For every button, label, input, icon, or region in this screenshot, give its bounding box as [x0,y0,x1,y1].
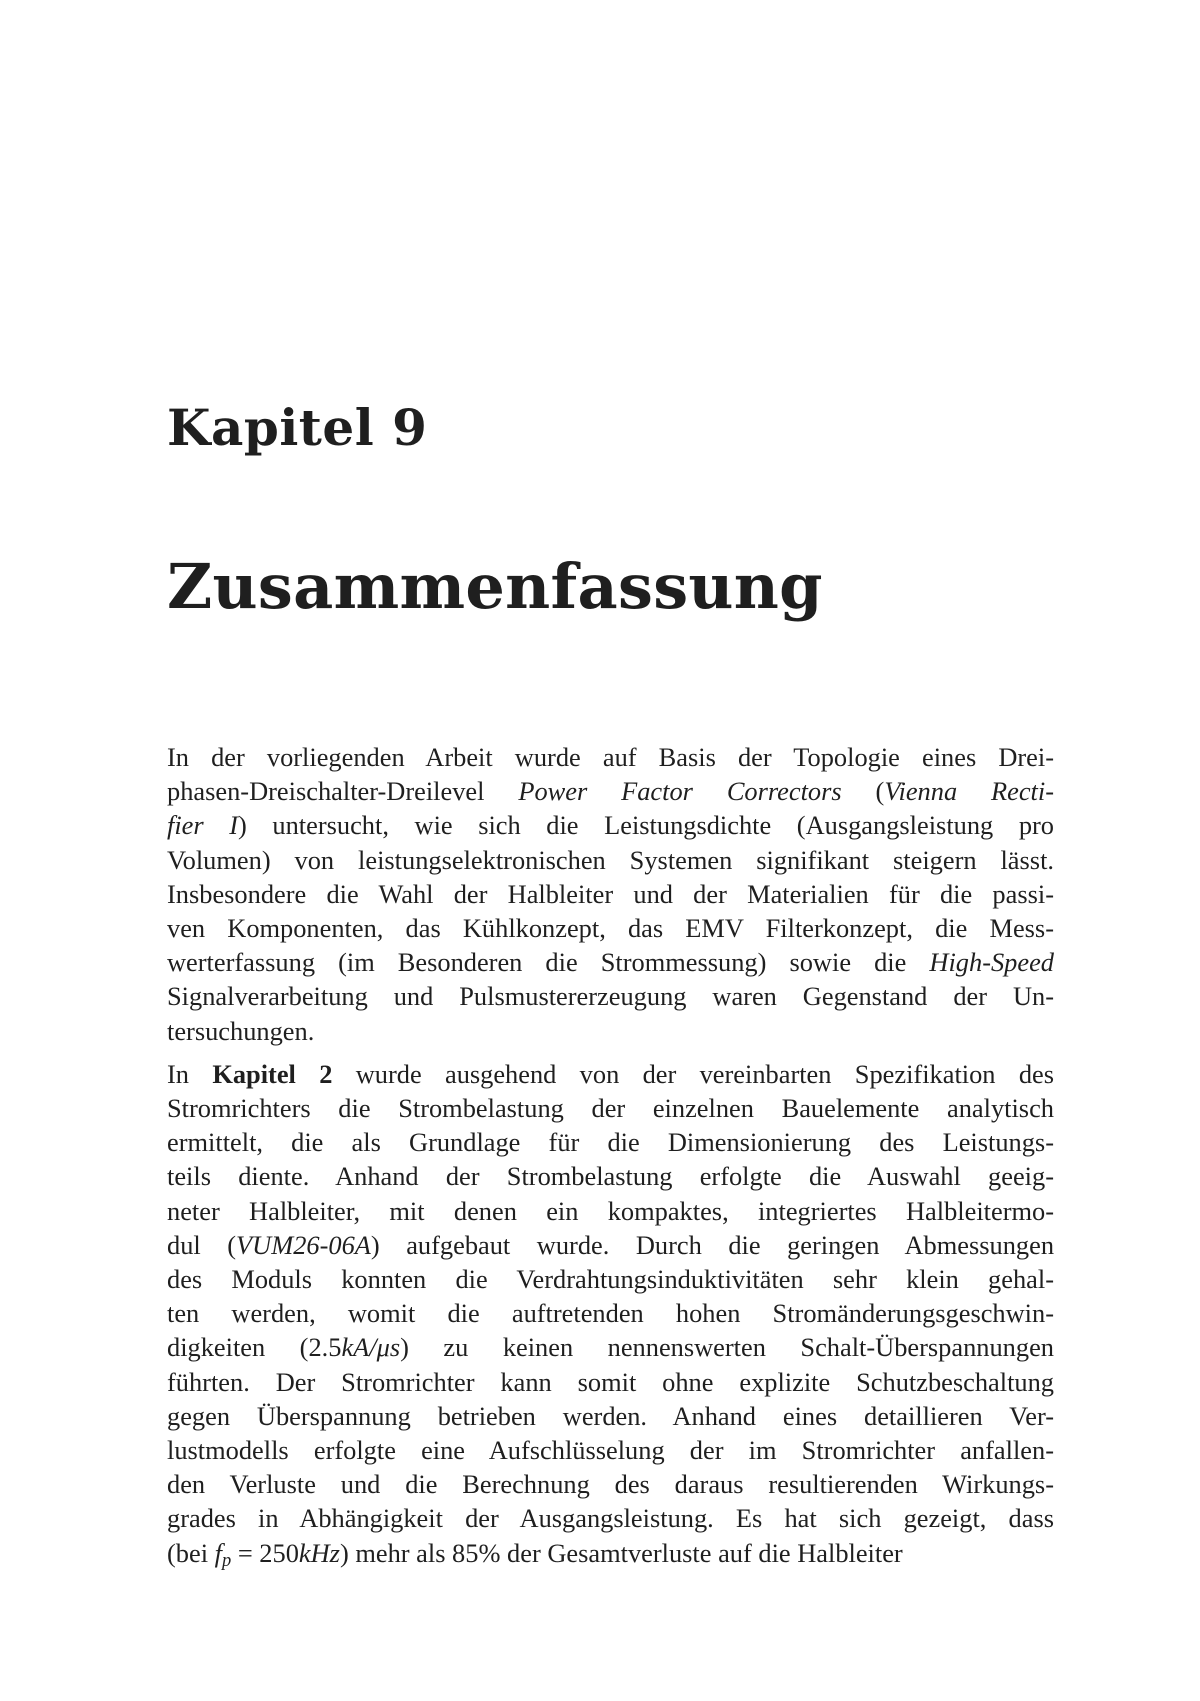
text-segment: wurde ausgehend von der vereinbarten Spezifikation des [332,1058,1054,1089]
text-line [167,808,1054,842]
text-line [167,945,1054,979]
text-segment: In [167,1058,213,1089]
text-segment: ten werden, womit die auftretenden hohen Stromänderungsgeschwin- [167,1298,1054,1329]
text-segment: Kapitel 2 [212,1058,333,1089]
body-text [167,740,1054,1579]
text-segment: (bei [167,1537,215,1568]
text-line [167,1536,1054,1570]
chapter-title: Zusammenfassung [167,550,823,623]
text-line [167,740,1054,774]
text-segment: digkeiten (2.5 [167,1332,342,1363]
text-segment: tersuchungen. [167,1015,315,1046]
chapter-label: Kapitel 9 [167,398,428,457]
text-segment: phasen-Dreischalter-Dreilevel [167,776,519,807]
text-line [167,843,1054,877]
text-segment: ermittelt, die als Grundlage für die Dimensionierung des Leistungs- [167,1127,1054,1158]
text-segment: Volumen) von leistungselektronischen Systemen signifikant steigern lässt. [167,844,1054,875]
text-line [167,1228,1054,1262]
text-segment: ) mehr als 85% der Gesamtverluste auf die Halbleiter [339,1537,903,1568]
text-line [167,774,1054,808]
text-line [167,1159,1054,1193]
text-line [167,1091,1054,1125]
text-line [167,1399,1054,1433]
text-segment: Stromrichters die Strombelastung der einzelnen Bauelemente analytisch [167,1093,1054,1124]
text-segment: VUM26-06A [236,1229,371,1260]
text-segment: Vienna Recti- [884,776,1055,807]
text-segment: führten. Der Stromrichter kann somit ohne explizite Schutzbeschaltung [167,1366,1054,1397]
text-line [167,1057,1054,1091]
text-segment: werterfassung (im Besonderen die Strommessung) sowie die [167,947,930,978]
text-segment: dul ( [167,1229,237,1260]
text-line [167,877,1054,911]
text-segment: fier I [167,810,239,841]
text-segment: f [214,1537,222,1568]
text-line [167,1125,1054,1159]
text-line [167,1467,1054,1501]
text-line [167,1262,1054,1296]
text-segment: des Moduls konnten die Verdrahtungsinduktivitäten sehr klein gehal- [167,1264,1054,1295]
text-segment: Insbesondere die Wahl der Halbleiter und der Materialien für die passi- [167,878,1054,909]
paragraph [167,740,1054,1048]
text-segment: Power Factor Correctors [518,776,842,807]
text-segment: neter Halbleiter, mit denen ein kompaktes, integriertes Halbleitermo- [167,1195,1054,1226]
text-segment: kA/μs [341,1332,401,1363]
text-segment: grades in Abhängigkeit der Ausgangsleistung. Es hat sich gezeigt, dass [167,1503,1054,1534]
text-line [167,1433,1054,1467]
text-segment: = 250 [231,1537,299,1568]
text-line [167,1014,1054,1048]
text-line [167,1365,1054,1399]
text-segment: p [221,1549,232,1570]
text-segment: kHz [298,1537,340,1568]
text-segment: den Verluste und die Berechnung des daraus resultierenden Wirkungs- [167,1469,1054,1500]
text-segment: ) aufgebaut wurde. Durch die geringen Abmessungen [370,1229,1055,1260]
text-segment: ) zu keinen nennenswerten Schalt-Überspannungen [400,1332,1054,1363]
text-segment: Signalverarbeitung und Pulsmustererzeugung waren Gegenstand der Un- [167,981,1054,1012]
text-segment: gegen Überspannung betrieben werden. Anhand eines detaillieren Ver- [167,1400,1054,1431]
text-segment: High-Speed [929,947,1054,978]
text-segment: ven Komponenten, das Kühlkonzept, das EMV Filterkonzept, die Mess- [167,913,1054,944]
paragraph [167,1057,1054,1570]
text-line [167,1501,1054,1535]
text-line [167,911,1054,945]
text-line [167,1194,1054,1228]
text-line [167,1330,1054,1364]
text-segment: ) untersucht, wie sich die Leistungsdichte (Ausgangsleistung pro [238,810,1054,841]
text-segment: ( [841,776,885,807]
text-segment: teils diente. Anhand der Strombelastung erfolgte die Auswahl geeig- [167,1161,1054,1192]
text-line [167,1296,1054,1330]
text-line [167,979,1054,1013]
document-page [167,0,1054,1701]
text-segment: In der vorliegenden Arbeit wurde auf Basis der Topologie eines Drei- [167,742,1054,772]
text-segment: lustmodells erfolgte eine Aufschlüsselung der im Stromrichter anfallen- [167,1435,1054,1466]
